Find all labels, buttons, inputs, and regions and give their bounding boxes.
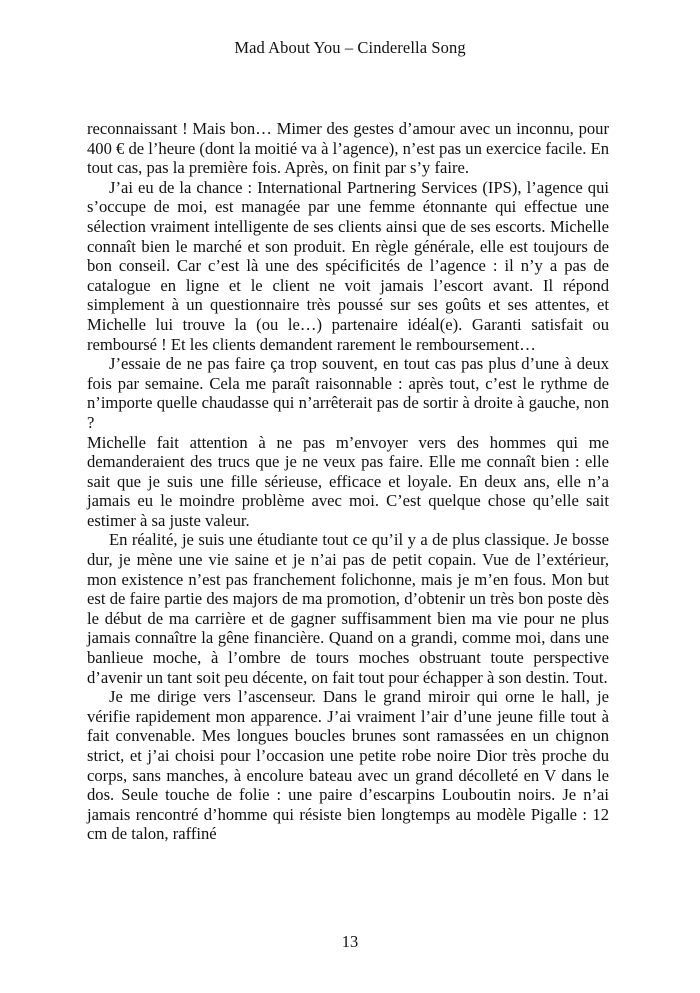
running-header: Mad About You – Cinderella Song [234, 38, 466, 57]
paragraph-michelle: Michelle fait attention à ne pas m’envoyer vers des hommes qui me demanderaient des trucs que je ne veux pas faire. Elle me connaît bien : elle sait que je suis une fille sérieuse, efficace et loyale. En deux ans, elle n’a jamais eu le moindre problème avec moi. C’est quelque chose qu’elle sait estimer à sa juste valeur. [87, 432, 609, 530]
page-number: 13 [341, 932, 359, 951]
body-text [87, 119, 609, 844]
paragraph-agency: J’ai eu de la chance : International Partnering Services (IPS), l’agence qui s’occupe de moi, est managée par une femme étonnante qui effectue une sélection vraiment intelligente de ses clients ainsi que de ses escorts. Michelle connaît bien le marché et son produit. En règle générale, elle est toujours de bon conseil. Car c’est là une des spécificités de l’agence : il n’y a pas de catalogue en ligne et le client ne voit jamais l’escort avant. Il répond simplement à un questionnaire très poussé sur ses goûts et ses attentes, et Michelle lui trouve la (ou le…) partenaire idéal(e). Garanti satisfait ou remboursé ! Et les clients demandent rarement le remboursement… [87, 177, 609, 354]
paragraph-student: En réalité, je suis une étudiante tout ce qu’il y a de plus classique. Je bosse dur, je mène une vie saine et je n’ai pas de petit copain. Vue de l’extérieur, mon existence n’est pas franchement folichonne, mais je m’en fous. Mon but est de faire partie des majors de ma promotion, d’obtenir un très bon poste dès le début de ma carrière et de gagner suffisamment bien ma vie pour ne plus jamais connaître la gêne financière. Quand on a grandi, comme moi, dans une banlieue moche, à l’ombre de tours moches obstruant toute perspective d’avenir un tant soit peu décente, on fait tout pour échapper à son destin. Tout. [87, 530, 609, 687]
paragraph-frequency: J’essaie de ne pas faire ça trop souvent, en tout cas pas plus d’une à deux fois par semaine. Cela me paraît raisonnable : après tout, c’est le rythme de n’importe quelle chaudasse qui n’arrêterait pas de sortir à droite à gauche, non ? [87, 354, 609, 432]
paragraph-continuation: reconnaissant ! Mais bon… Mimer des gestes d’amour avec un inconnu, pour 400 € de l’heure (dont la moitié va à l’agence), n’est pas un exercice facile. En tout cas, pas la première fois. Après, on finit par s’y faire. [87, 119, 610, 178]
paragraph-elevator: Je me dirige vers l’ascenseur. Dans le grand miroir qui orne le hall, je vérifie rapidement mon apparence. J’ai vraiment l’air d’une jeune fille tout à fait convenable. Mes longues boucles brunes sont ramassées en un chignon strict, et j’ai choisi pour l’occasion une petite robe noire Dior très proche du corps, sans manches, à encolure bateau avec un grand décolleté en V dans le dos. Seule touche de folie : une paire d’escarpins Louboutin noirs. Je n’ai jamais rencontré d’homme qui résiste bien longtemps au modèle Pigalle : 12 cm de talon, raffiné [87, 687, 609, 844]
